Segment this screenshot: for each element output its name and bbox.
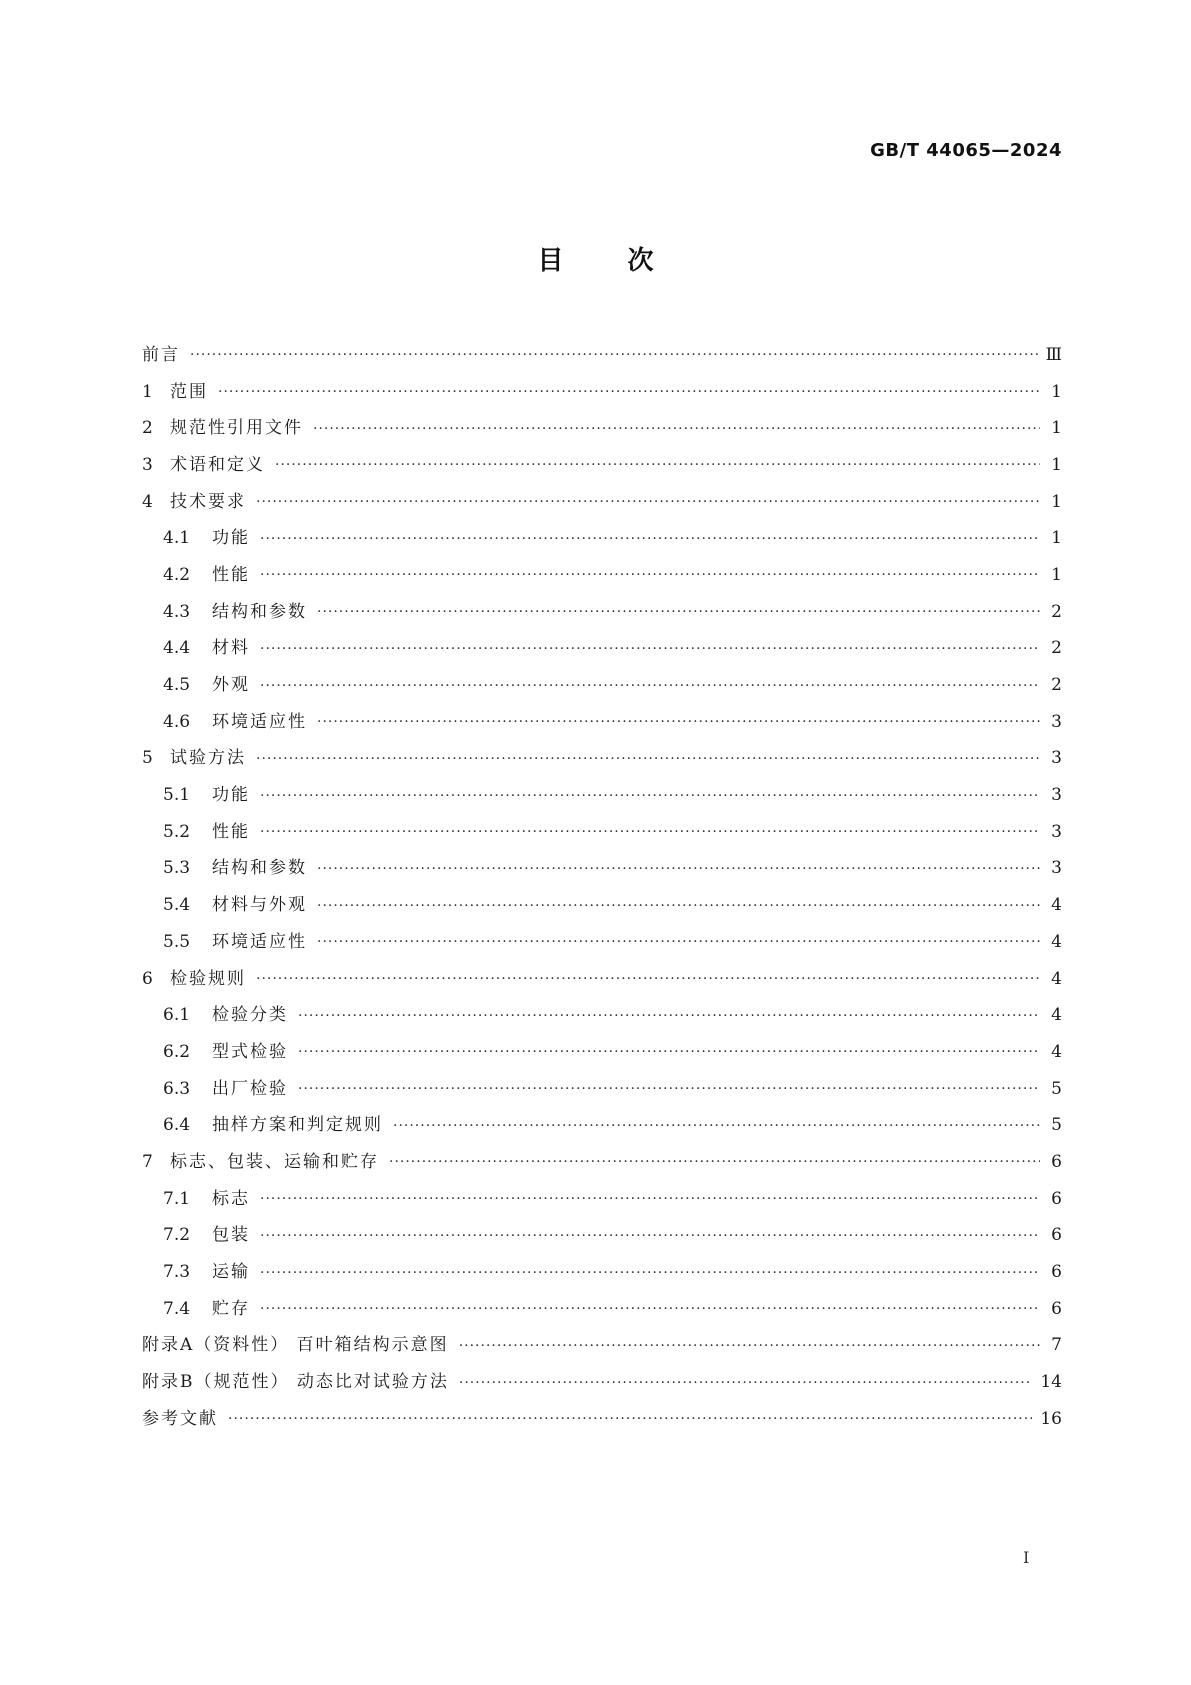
toc-entry[interactable] xyxy=(142,961,1062,998)
toc-entry-number: 5.2 xyxy=(163,821,191,842)
toc-entry-number: 6.3 xyxy=(163,1078,191,1099)
toc-entry[interactable] xyxy=(142,1254,1062,1291)
toc-entry-page: 1 xyxy=(1051,528,1062,549)
toc-entry-number: 4.6 xyxy=(163,711,191,732)
dot-leader xyxy=(317,715,1040,729)
toc-entry-page: 3 xyxy=(1051,785,1062,806)
toc-entry-number: 6 xyxy=(142,968,153,989)
toc-entry-label: 试验方法 xyxy=(170,748,246,769)
toc-entry-number: 7.2 xyxy=(163,1225,191,1246)
dot-leader xyxy=(317,605,1040,619)
dot-leader xyxy=(260,532,1040,546)
toc-entry-page: 1 xyxy=(1051,381,1062,402)
toc-entry[interactable] xyxy=(142,704,1062,741)
toc-entry-number: 5.4 xyxy=(163,895,191,916)
toc-entry-page: 5 xyxy=(1051,1115,1062,1136)
toc-entry-number: 5 xyxy=(142,748,153,769)
toc-entry[interactable] xyxy=(142,374,1062,411)
toc-entry-page: 5 xyxy=(1051,1078,1062,1099)
toc-entry[interactable] xyxy=(142,667,1062,704)
toc-entry-label: 抽样方案和判定规则 xyxy=(212,1115,383,1136)
toc-entry-label: 功能 xyxy=(212,528,250,549)
dot-leader xyxy=(260,568,1040,582)
toc-entry-number: 4.5 xyxy=(163,675,191,696)
standard-number: GB/T 44065—2024 xyxy=(870,140,1062,161)
toc-entry-number: 2 xyxy=(142,418,153,439)
dot-leader xyxy=(389,1155,1040,1169)
toc-entry-page: 6 xyxy=(1051,1151,1062,1172)
toc-entry-number: 3 xyxy=(142,454,153,475)
toc-entry-label: 范围 xyxy=(170,381,208,402)
toc-entry[interactable] xyxy=(142,1144,1062,1181)
toc-entry-page: 4 xyxy=(1051,1041,1062,1062)
dot-leader xyxy=(228,1412,1032,1426)
dot-leader xyxy=(298,1045,1040,1059)
dot-leader xyxy=(317,862,1040,876)
toc-entry-page: 6 xyxy=(1051,1188,1062,1209)
dot-leader xyxy=(260,1192,1040,1206)
toc-entry-label: 性能 xyxy=(212,821,250,842)
toc-entry[interactable] xyxy=(142,1034,1062,1071)
toc-entry-page: 4 xyxy=(1051,1005,1062,1026)
page-number: Ⅰ xyxy=(1023,1548,1030,1567)
dot-leader xyxy=(256,752,1040,766)
toc-entry-page: 7 xyxy=(1051,1335,1062,1356)
toc-entry-page: 4 xyxy=(1051,895,1062,916)
dot-leader xyxy=(218,385,1040,399)
toc-entry-number: 5.1 xyxy=(163,785,191,806)
toc-entry-page: 6 xyxy=(1051,1262,1062,1283)
toc-entry-label: 附录A（资料性） 百叶箱结构示意图 xyxy=(142,1335,449,1356)
toc-entry-label: 检验规则 xyxy=(170,968,246,989)
toc-entry[interactable] xyxy=(142,1328,1062,1365)
toc-entry[interactable] xyxy=(142,337,1062,374)
toc-entry[interactable] xyxy=(142,1107,1062,1144)
toc-entry-page: 1 xyxy=(1051,418,1062,439)
dot-leader xyxy=(275,458,1040,472)
toc-entry-label: 规范性引用文件 xyxy=(170,418,303,439)
toc-entry[interactable] xyxy=(142,520,1062,557)
toc-entry[interactable] xyxy=(142,741,1062,778)
toc-entry-number: 4.3 xyxy=(163,601,191,622)
toc-entry-label: 结构和参数 xyxy=(212,601,307,622)
dot-leader xyxy=(459,1339,1040,1353)
toc-entry-page: 2 xyxy=(1051,675,1062,696)
toc-entry-number: 4.4 xyxy=(163,638,191,659)
toc-entry-label: 贮存 xyxy=(212,1298,250,1319)
dot-leader xyxy=(298,1009,1040,1023)
toc-entry-page: 2 xyxy=(1051,601,1062,622)
toc-entry-page: 4 xyxy=(1051,931,1062,952)
toc-entry[interactable] xyxy=(142,1401,1062,1438)
toc-entry-label: 外观 xyxy=(212,675,250,696)
toc-entry-label: 标志、包装、运输和贮存 xyxy=(170,1151,379,1172)
toc-entry-page: 1 xyxy=(1051,564,1062,585)
toc-entry-page: 6 xyxy=(1051,1298,1062,1319)
toc-entry-page: 3 xyxy=(1051,858,1062,879)
dot-leader xyxy=(260,789,1040,803)
toc-entry-number: 7.1 xyxy=(163,1188,191,1209)
toc-entry-number: 1 xyxy=(142,381,153,402)
dot-leader xyxy=(260,642,1040,656)
toc-entry[interactable] xyxy=(142,887,1062,924)
toc-entry-label: 前言 xyxy=(142,344,180,365)
toc-entry-number: 5.5 xyxy=(163,931,191,952)
toc-entry-label: 检验分类 xyxy=(212,1005,288,1026)
toc-entry[interactable] xyxy=(142,1071,1062,1108)
toc-entry[interactable] xyxy=(142,1364,1062,1401)
toc-entry-number: 4.1 xyxy=(163,528,191,549)
toc-entry-label: 出厂检验 xyxy=(212,1078,288,1099)
dot-leader xyxy=(260,825,1040,839)
dot-leader xyxy=(459,1376,1032,1390)
page-title: 目次 xyxy=(537,246,718,276)
toc-entry-number: 6.2 xyxy=(163,1041,191,1062)
toc-entry-number: 6.4 xyxy=(163,1115,191,1136)
toc-entry-page: 3 xyxy=(1051,711,1062,732)
toc-entry-label: 技术要求 xyxy=(170,491,246,512)
toc-entry-page: 1 xyxy=(1051,454,1062,475)
dot-leader xyxy=(298,1082,1040,1096)
toc-entry-page: 14 xyxy=(1040,1372,1062,1393)
toc-entry-label: 参考文献 xyxy=(142,1408,218,1429)
toc-entry-label: 性能 xyxy=(212,564,250,585)
toc-entry-label: 功能 xyxy=(212,785,250,806)
toc-entry-label: 型式检验 xyxy=(212,1041,288,1062)
toc-entry-number: 7.3 xyxy=(163,1262,191,1283)
toc-entry-number: 7.4 xyxy=(163,1298,191,1319)
toc-entry-number: 5.3 xyxy=(163,858,191,879)
dot-leader xyxy=(260,1302,1040,1316)
toc-entry-label: 包装 xyxy=(212,1225,250,1246)
dot-leader xyxy=(393,1119,1040,1133)
dot-leader xyxy=(317,899,1040,913)
toc-entry-page: 16 xyxy=(1040,1408,1062,1429)
dot-leader xyxy=(256,495,1040,509)
toc-entry[interactable] xyxy=(142,1218,1062,1255)
toc-entry-page: 3 xyxy=(1051,748,1062,769)
toc-entry-label: 环境适应性 xyxy=(212,711,307,732)
toc-entry-label: 材料 xyxy=(212,638,250,659)
toc-entry-page: 3 xyxy=(1051,821,1062,842)
toc-entry-label: 材料与外观 xyxy=(212,895,307,916)
dot-leader xyxy=(260,1229,1040,1243)
toc-entry-label: 结构和参数 xyxy=(212,858,307,879)
toc-entry-page: Ⅲ xyxy=(1045,344,1062,365)
toc-entry-number: 7 xyxy=(142,1151,153,1172)
toc-entry-label: 环境适应性 xyxy=(212,931,307,952)
toc-entry-page: 6 xyxy=(1051,1225,1062,1246)
toc-entry-page: 2 xyxy=(1051,638,1062,659)
toc-entry[interactable] xyxy=(142,777,1062,814)
toc-entry-number: 4.2 xyxy=(163,564,191,585)
toc-entry[interactable] xyxy=(142,1181,1062,1218)
toc-entry-label: 运输 xyxy=(212,1262,250,1283)
toc-entry[interactable] xyxy=(142,924,1062,961)
toc-entry[interactable] xyxy=(142,484,1062,521)
toc-entry-label: 附录B（规范性） 动态比对试验方法 xyxy=(142,1372,449,1393)
toc-entry[interactable] xyxy=(142,997,1062,1034)
dot-leader xyxy=(260,1266,1040,1280)
dot-leader xyxy=(190,348,1038,362)
toc-entry[interactable] xyxy=(142,594,1062,631)
toc-entry-number: 4 xyxy=(142,491,153,512)
toc-entry[interactable] xyxy=(142,1291,1062,1328)
toc-entry[interactable] xyxy=(142,631,1062,668)
toc-entry[interactable] xyxy=(142,410,1062,447)
toc-entry-label: 术语和定义 xyxy=(170,454,265,475)
dot-leader xyxy=(313,422,1040,436)
toc-entry[interactable] xyxy=(142,557,1062,594)
toc-entry-number: 6.1 xyxy=(163,1005,191,1026)
toc-entry-label: 标志 xyxy=(212,1188,250,1209)
toc-entry-page: 1 xyxy=(1051,491,1062,512)
toc-entry-page: 4 xyxy=(1051,968,1062,989)
dot-leader xyxy=(256,972,1040,986)
dot-leader xyxy=(317,935,1040,949)
toc-entry[interactable] xyxy=(142,814,1062,851)
toc-entry[interactable] xyxy=(142,851,1062,888)
toc-entry[interactable] xyxy=(142,447,1062,484)
table-of-contents xyxy=(142,337,1062,1438)
dot-leader xyxy=(260,679,1040,693)
